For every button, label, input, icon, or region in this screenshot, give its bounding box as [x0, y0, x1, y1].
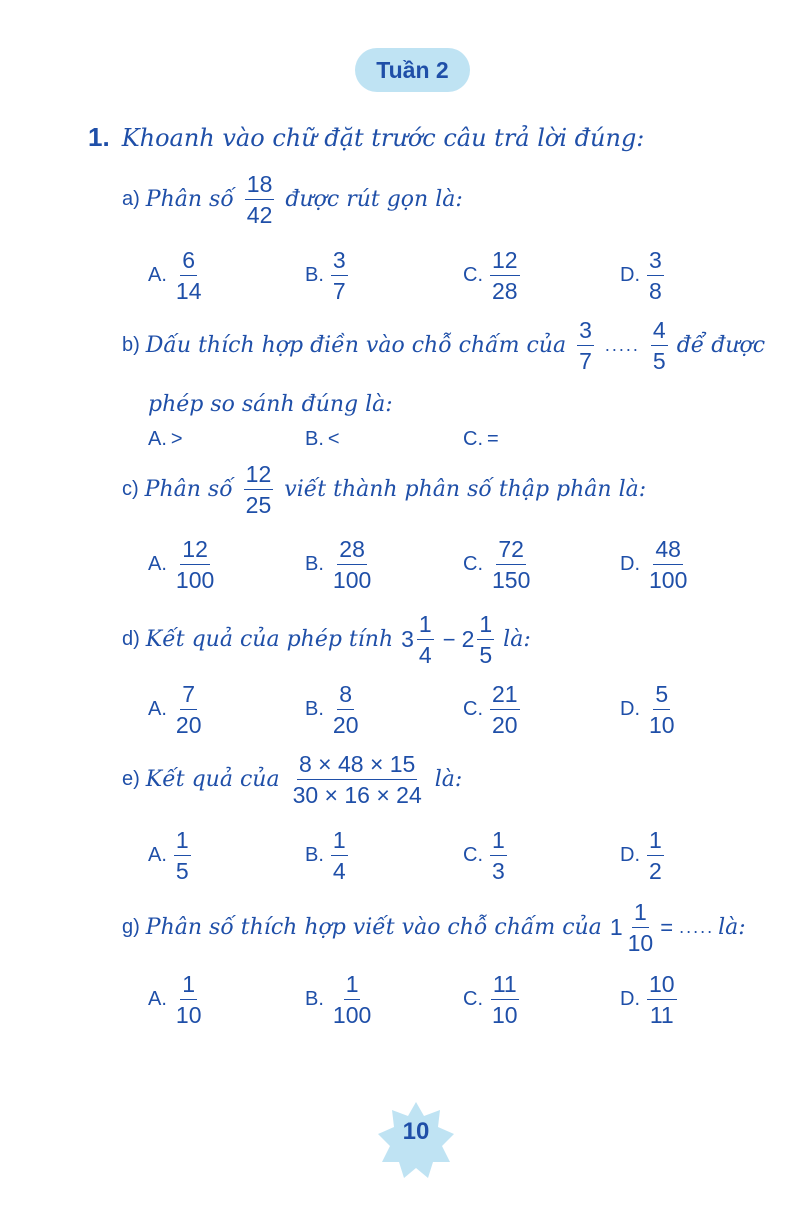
option-letter: B.	[305, 264, 324, 287]
part-c-fraction	[241, 462, 277, 517]
part-d-option-c[interactable]	[463, 682, 523, 737]
part-b-text-after: để được	[676, 333, 766, 359]
fraction-denominator: 4	[332, 858, 346, 885]
option-fraction	[328, 537, 376, 592]
option-fraction	[487, 972, 523, 1027]
part-e-fraction	[288, 752, 427, 807]
option-fraction	[644, 828, 667, 883]
part-b-dots: .....	[604, 335, 640, 356]
question-instruction-row	[88, 122, 644, 153]
option-letter: B.	[305, 844, 324, 867]
week-title-badge	[355, 48, 470, 92]
option-fraction	[328, 828, 351, 883]
part-b-option-c[interactable]	[463, 428, 499, 451]
page-number: 10	[402, 1118, 430, 1145]
question-instruction: Khoanh vào chữ đặt trước câu trả lời đúng:	[121, 123, 645, 152]
option-fraction	[487, 248, 523, 303]
fraction-denominator: 10	[492, 1002, 518, 1029]
fraction-denominator: 100	[649, 567, 688, 594]
option-letter: B.	[305, 988, 324, 1011]
part-g-label: g)	[122, 916, 140, 939]
fraction-numerator: 1	[477, 612, 494, 640]
part-c-stem	[122, 462, 646, 517]
option-fraction	[328, 682, 364, 737]
fraction-denominator: 100	[332, 567, 372, 594]
option-letter: C.	[463, 844, 483, 867]
fraction-numerator: 1	[344, 972, 361, 1000]
fraction-denominator: 30 × 16 × 24	[292, 782, 422, 809]
fraction-denominator: 100	[175, 567, 215, 594]
part-a-fraction	[242, 172, 278, 227]
option-fraction	[328, 972, 376, 1027]
fraction-denominator: 4	[418, 642, 432, 669]
fraction-numerator: 1	[180, 972, 197, 1000]
fraction-numerator: 12	[180, 537, 210, 565]
part-e-stem	[122, 752, 462, 807]
fraction-denominator: 25	[245, 492, 272, 519]
part-d-fraction-2	[474, 612, 497, 667]
fraction-denominator: 20	[492, 712, 518, 739]
fraction-numerator: 1	[647, 828, 664, 856]
fraction-numerator: 10	[647, 972, 677, 1000]
part-d-whole-1: 3	[401, 626, 414, 653]
part-e-option-a[interactable]	[148, 828, 194, 883]
part-b-fraction-1	[574, 318, 597, 373]
fraction-denominator: 10	[627, 930, 654, 957]
fraction-numerator: 6	[180, 248, 197, 276]
option-fraction	[171, 972, 207, 1027]
part-d-label: d)	[122, 628, 140, 651]
fraction-numerator: 3	[577, 318, 594, 346]
part-b-option-a[interactable]	[148, 428, 183, 451]
fraction-numerator: 72	[496, 537, 526, 565]
part-e-label: e)	[122, 768, 140, 791]
option-fraction	[171, 537, 219, 592]
fraction-numerator: 1	[490, 828, 507, 856]
fraction-denominator: 7	[332, 278, 346, 305]
fraction-denominator: 5	[652, 348, 666, 375]
part-a-stem	[122, 172, 463, 227]
part-a-option-b[interactable]	[305, 248, 351, 303]
part-c-option-c[interactable]	[463, 537, 535, 592]
part-c-option-b[interactable]	[305, 537, 376, 592]
part-d-operator: −	[442, 626, 456, 652]
part-a-text-after: được rút gọn là:	[285, 187, 463, 213]
fraction-numerator: 48	[653, 537, 683, 565]
option-letter: C.	[463, 428, 483, 450]
fraction-numerator: 21	[490, 682, 520, 710]
option-fraction	[171, 828, 194, 883]
fraction-numerator: 11	[491, 972, 519, 1000]
fraction-denominator: 20	[332, 712, 359, 739]
option-letter: D.	[620, 988, 640, 1011]
option-fraction	[644, 537, 692, 592]
fraction-numerator: 3	[331, 248, 348, 276]
part-d-option-d[interactable]	[620, 682, 680, 737]
part-c-option-d[interactable]	[620, 537, 692, 592]
part-b-stem	[122, 318, 765, 373]
part-b-option-b[interactable]	[305, 428, 340, 451]
part-g-text-before: Phân số thích hợp viết vào chỗ chấm của	[145, 915, 602, 941]
fraction-denominator: 14	[175, 278, 202, 305]
option-letter: A.	[148, 428, 167, 450]
part-e-text-after: là:	[434, 767, 463, 793]
fraction-denominator: 10	[649, 712, 675, 739]
fraction-numerator: 18	[245, 172, 275, 200]
fraction-denominator: 20	[175, 712, 202, 739]
part-e-option-b[interactable]	[305, 828, 351, 883]
fraction-denominator: 42	[246, 202, 273, 229]
part-b-text-before: Dấu thích hợp điền vào chỗ chấm của	[145, 333, 567, 359]
option-letter: D.	[620, 698, 640, 721]
fraction-denominator: 100	[332, 1002, 372, 1029]
fraction-denominator: 28	[492, 278, 518, 305]
question-number: 1.	[88, 122, 110, 152]
part-b-line-2: phép so sánh đúng là:	[148, 392, 393, 417]
part-a-label: a)	[122, 188, 140, 211]
fraction-numerator: 1	[632, 900, 649, 928]
part-g-option-b[interactable]	[305, 972, 376, 1027]
part-a-option-a[interactable]	[148, 248, 207, 303]
option-fraction	[644, 972, 680, 1027]
week-title: Tuần 2	[376, 56, 449, 83]
fraction-denominator: 150	[492, 567, 531, 594]
fraction-denominator: 5	[479, 642, 493, 669]
option-value: =	[487, 428, 499, 450]
option-letter: B.	[305, 698, 324, 721]
option-letter: C.	[463, 988, 483, 1011]
part-a-text-before: Phân số	[145, 187, 234, 213]
fraction-denominator: 3	[492, 858, 505, 885]
fraction-numerator: 1	[417, 612, 434, 640]
option-fraction	[171, 248, 207, 303]
part-c-text-after: viết thành phân số thập phân là:	[284, 477, 647, 503]
fraction-denominator: 8	[649, 278, 662, 305]
part-d-option-a[interactable]	[148, 682, 207, 737]
fraction-denominator: 11	[649, 1002, 674, 1029]
fraction-denominator: 5	[175, 858, 189, 885]
part-a-option-c[interactable]	[463, 248, 523, 303]
option-letter: D.	[620, 844, 640, 867]
fraction-numerator: 12	[490, 248, 520, 276]
fraction-denominator: 10	[175, 1002, 202, 1029]
part-c-option-a[interactable]	[148, 537, 219, 592]
part-g-whole: 1	[609, 914, 623, 941]
part-c-text-before: Phân số	[144, 477, 233, 503]
option-letter: A.	[148, 698, 167, 721]
option-letter: D.	[620, 553, 640, 576]
fraction-numerator: 4	[651, 318, 668, 346]
option-letter: C.	[463, 553, 483, 576]
option-fraction	[487, 537, 535, 592]
part-d-text-before: Kết quả của phép tính	[145, 627, 394, 653]
part-a-option-d[interactable]	[620, 248, 667, 303]
part-d-whole-2: 2	[461, 626, 475, 653]
option-letter: A.	[148, 844, 167, 867]
option-fraction	[171, 682, 207, 737]
option-fraction	[328, 248, 351, 303]
part-e-text-before: Kết quả của	[145, 767, 280, 793]
part-c-label: c)	[122, 478, 139, 501]
part-g-equals: =	[660, 914, 674, 940]
part-g-option-d[interactable]	[620, 972, 680, 1027]
fraction-numerator: 12	[244, 462, 274, 490]
option-letter: A.	[148, 264, 167, 287]
fraction-denominator: 2	[649, 858, 662, 885]
part-g-fraction	[623, 900, 659, 955]
part-g-option-c[interactable]	[463, 972, 523, 1027]
part-g-option-a[interactable]	[148, 972, 207, 1027]
fraction-numerator: 8	[337, 682, 354, 710]
part-g-stem	[122, 900, 746, 955]
fraction-denominator: 7	[579, 348, 592, 375]
option-fraction	[487, 682, 523, 737]
option-letter: C.	[463, 698, 483, 721]
option-letter: C.	[463, 264, 483, 287]
fraction-numerator: 1	[331, 828, 348, 856]
option-fraction	[644, 248, 667, 303]
option-letter: B.	[305, 428, 324, 450]
part-g-dots: .....	[679, 917, 715, 938]
option-fraction	[644, 682, 680, 737]
option-letter: A.	[148, 988, 167, 1011]
fraction-numerator: 1	[174, 828, 191, 856]
option-letter: A.	[148, 553, 167, 576]
part-d-fraction-1	[414, 612, 437, 667]
part-d-stem	[122, 612, 531, 667]
fraction-numerator: 28	[337, 537, 367, 565]
part-d-option-b[interactable]	[305, 682, 364, 737]
option-letter: B.	[305, 553, 324, 576]
part-e-option-c[interactable]	[463, 828, 510, 883]
part-d-text-after: là:	[503, 627, 531, 653]
fraction-numerator: 7	[180, 682, 197, 710]
fraction-numerator: 3	[647, 248, 664, 276]
fraction-numerator: 8 × 48 × 15	[297, 752, 417, 780]
part-g-text-after: là:	[718, 915, 746, 941]
part-e-option-d[interactable]	[620, 828, 667, 883]
option-value: >	[170, 428, 183, 450]
part-b-fraction-2	[648, 318, 671, 373]
option-value: <	[327, 428, 340, 450]
option-letter: D.	[620, 264, 640, 287]
option-fraction	[487, 828, 510, 883]
part-b-label: b)	[122, 334, 140, 357]
fraction-numerator: 5	[653, 682, 670, 710]
